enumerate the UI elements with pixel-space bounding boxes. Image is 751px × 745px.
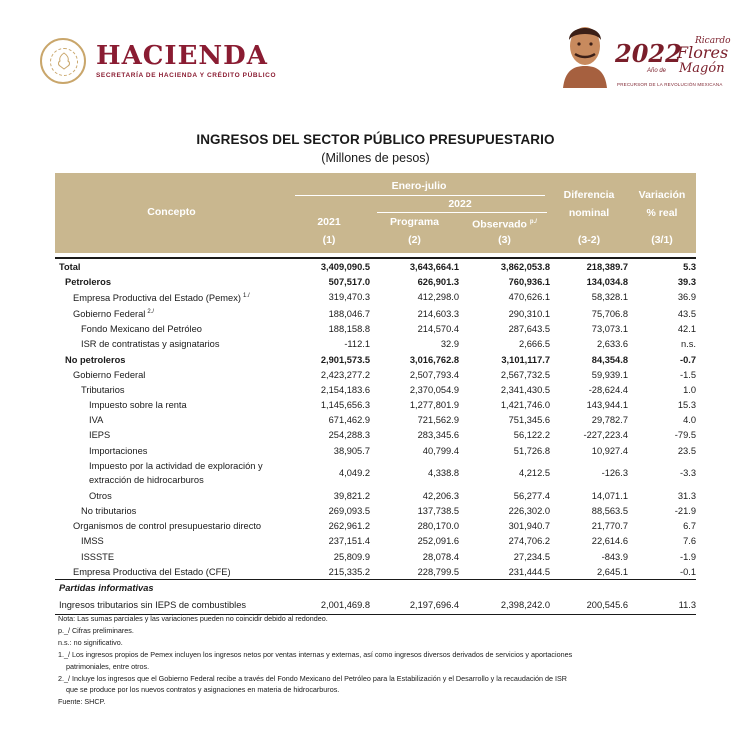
header-variacion: Variación xyxy=(638,189,686,201)
cell-dif: -126.3 xyxy=(601,468,628,479)
cell-obs: 301,940.7 xyxy=(508,521,550,532)
report-subtitle: (Millones de pesos) xyxy=(321,151,430,165)
cell-dif: 22,614.6 xyxy=(591,536,628,547)
cell-v2021: 507,517.0 xyxy=(328,276,370,287)
table-row xyxy=(55,305,696,321)
row-concept: IVA xyxy=(89,415,104,426)
row-concept: Total xyxy=(59,261,81,272)
cell-prog: 3,016,762.8 xyxy=(409,354,459,365)
cell-dif: -227,223.4 xyxy=(583,430,628,441)
table-row xyxy=(55,488,696,503)
cell-dif: -28,624.4 xyxy=(588,384,628,395)
cell-obs: 760,936.1 xyxy=(508,276,550,287)
cell-obs: 3,862,053.8 xyxy=(500,261,550,272)
partidas-title: Partidas informativas xyxy=(59,582,154,593)
table-row xyxy=(55,398,696,413)
cell-v2021: 254,288.3 xyxy=(328,430,370,441)
cell-obs: 1,421,746.0 xyxy=(500,400,550,411)
cell-obs: 2,341,430.5 xyxy=(500,384,550,395)
cell-obs: 231,444.5 xyxy=(508,566,550,577)
cell-var: -0.7 xyxy=(679,354,696,365)
year-text: 2022 xyxy=(615,39,682,68)
cell-dif: 10,927.4 xyxy=(591,445,628,456)
cell-v2021: 39,821.2 xyxy=(333,490,370,501)
row-concept: Importaciones xyxy=(89,445,148,456)
note-2-cont: que se produce por los nuevos contratos y asignaciones en materia de hidrocarburos. xyxy=(66,685,340,695)
cell-dif: -843.9 xyxy=(601,551,628,562)
national-seal-icon xyxy=(40,38,86,84)
header-diferencia: Diferencia xyxy=(563,189,615,201)
table-row xyxy=(55,458,696,488)
table-row xyxy=(55,274,696,289)
row-concept: Empresa Productiva del Estado (CFE) xyxy=(73,566,231,577)
table-row xyxy=(55,443,696,458)
row-concept: ISR de contratistas y asignatarios xyxy=(81,339,220,350)
cell-var: 15.3 xyxy=(677,400,696,411)
table-row xyxy=(55,428,696,443)
ministry-name: HACIENDA xyxy=(96,41,268,71)
cell-var: -1.9 xyxy=(679,551,696,562)
cell-v2021: 269,093.5 xyxy=(328,506,370,517)
cell-var: 1.0 xyxy=(683,384,696,395)
cell-var: 23.5 xyxy=(677,445,696,456)
note-rounding: Nota: Las sumas parciales y las variaciones pueden no coincidir debido al redondeo. xyxy=(58,614,328,623)
cell-prog: 1,277,801.9 xyxy=(409,400,459,411)
table-row xyxy=(55,503,696,518)
cell-prog: 252,091.6 xyxy=(417,536,459,547)
cell-prog: 137,738.5 xyxy=(417,506,459,517)
row-concept: ISSSTE xyxy=(81,551,115,562)
cell-v2021: -112.1 xyxy=(344,339,370,350)
anio-de-text: Año de xyxy=(647,68,667,74)
cell-obs: 2,398,242.0 xyxy=(500,599,550,610)
cell-v2021: 319,470.3 xyxy=(328,292,370,303)
header-real: % real xyxy=(646,207,678,219)
cell-prog: 280,170.0 xyxy=(417,521,459,532)
cell-dif: 218,389.7 xyxy=(586,261,628,272)
cell-prog: 32.9 xyxy=(440,339,459,350)
note-2: 2._/ Incluye los ingresos que el Gobierno Federal recibe a través del Fondo Mexicano del Petróleo para la Estabilización y el Desarrollo y la recaudación de ISR xyxy=(58,673,567,683)
cell-prog: 2,507,793.4 xyxy=(409,369,459,380)
cell-v2021: 25,809.9 xyxy=(333,551,370,562)
cell-obs: 56,122.2 xyxy=(513,430,550,441)
cell-obs: 290,310.1 xyxy=(508,308,550,319)
note-preliminary: p._/ Cifras preliminares. xyxy=(58,625,134,635)
note-1-cont: patrimoniales, entre otros. xyxy=(66,661,150,671)
table-row xyxy=(55,337,696,352)
cell-prog: 228,799.5 xyxy=(417,566,459,577)
row-concept: Tributarios xyxy=(81,384,125,395)
cell-v2021: 188,158.8 xyxy=(328,324,370,335)
cell-obs: 751,345.6 xyxy=(508,415,550,426)
cell-dif: 2,645.1 xyxy=(596,566,628,577)
cell-obs: 287,643.5 xyxy=(508,324,550,335)
cell-prog: 40,799.4 xyxy=(422,445,459,456)
cell-var: 36.9 xyxy=(677,292,696,303)
header-programa-id: (2) xyxy=(408,234,421,246)
table-row xyxy=(55,259,696,274)
cell-prog: 28,078.4 xyxy=(422,551,459,562)
cell-v2021: 2,423,277.2 xyxy=(320,369,370,380)
cell-dif: 143,944.1 xyxy=(586,400,628,411)
cell-var: -3.3 xyxy=(679,468,696,479)
cell-var: 42.1 xyxy=(677,324,696,335)
cell-v2021: 2,001,469.8 xyxy=(320,599,370,610)
cell-var: n.s. xyxy=(681,339,696,350)
table-row xyxy=(55,352,696,367)
table-row xyxy=(55,322,696,337)
table-row xyxy=(55,564,696,579)
cell-var: 6.7 xyxy=(683,521,696,532)
row-concept: Ingresos tributarios sin IEPS de combustibles xyxy=(59,599,247,610)
table-row xyxy=(55,596,696,615)
row-concept: Empresa Productiva del Estado (Pemex) $^{1./}$ xyxy=(73,293,250,304)
row-concept: No tributarios xyxy=(81,506,137,517)
row-concept: No petroleros xyxy=(65,354,126,365)
table-header xyxy=(55,173,696,253)
cell-dif: 75,706.8 xyxy=(591,308,628,319)
header-concepto: Concepto xyxy=(147,206,196,218)
cell-dif: 58,328.1 xyxy=(591,292,628,303)
row-concept: Impuesto por la actividad de exploración y extracción de hidrocarburos xyxy=(89,461,263,486)
cell-var: 39.3 xyxy=(677,276,696,287)
cell-obs: 274,706.2 xyxy=(508,536,550,547)
footnotes xyxy=(58,613,708,708)
table-row xyxy=(55,534,696,549)
cell-v2021: 3,409,090.5 xyxy=(320,261,370,272)
cell-dif: 59,939.1 xyxy=(591,369,628,380)
cell-prog: 4,338.8 xyxy=(427,468,459,479)
cell-dif: 2,633.6 xyxy=(596,339,628,350)
cell-var: 11.3 xyxy=(678,599,696,610)
header-observado-id: (3) xyxy=(498,234,511,246)
row-concept: Otros xyxy=(89,490,112,501)
cell-dif: 134,034.8 xyxy=(586,276,628,287)
cell-v2021: 4,049.2 xyxy=(338,468,370,479)
cell-var: 31.3 xyxy=(677,490,696,501)
first-name-text: Ricardo xyxy=(695,36,731,46)
cell-obs: 2,567,732.5 xyxy=(500,369,550,380)
cell-obs: 2,666.5 xyxy=(518,339,550,350)
surname1-text: Flores xyxy=(677,43,729,62)
cell-prog: 214,570.4 xyxy=(417,324,459,335)
header-period: Enero-julio xyxy=(391,180,447,192)
cell-v2021: 262,961.2 xyxy=(328,521,370,532)
portrait-icon xyxy=(555,16,615,92)
cell-dif: 88,563.5 xyxy=(591,506,628,517)
header-year-2022: 2022 xyxy=(448,198,472,210)
row-concept: IEPS xyxy=(89,430,111,441)
cell-obs: 51,726.8 xyxy=(513,445,550,456)
row-concept: Gobierno Federal xyxy=(73,369,146,380)
cell-dif: 29,782.7 xyxy=(591,415,628,426)
header-2021-id: (1) xyxy=(322,234,336,246)
cell-v2021: 188,046.7 xyxy=(328,308,370,319)
cell-obs: 27,234.5 xyxy=(513,551,550,562)
table-row xyxy=(55,549,696,564)
cell-v2021: 38,905.7 xyxy=(333,445,370,456)
cell-obs: 3,101,117.7 xyxy=(501,354,550,365)
table-row xyxy=(55,289,696,305)
row-concept: Gobierno Federal $^{2./}$ xyxy=(73,309,155,320)
table-row xyxy=(55,413,696,428)
header-variacion-id: (3/1) xyxy=(651,234,673,246)
cell-var: 5.3 xyxy=(683,261,696,272)
note-source: Fuente: SHCP. xyxy=(58,697,106,707)
cell-dif: 73,073.1 xyxy=(591,324,628,335)
row-concept: Petroleros xyxy=(65,276,111,287)
cell-prog: 283,345.6 xyxy=(417,430,459,441)
surname2-text: Magón xyxy=(679,61,725,76)
cell-prog: 3,643,664.1 xyxy=(409,261,459,272)
row-concept: IMSS xyxy=(81,536,104,547)
cell-var: 7.6 xyxy=(683,536,696,547)
tagline-text: PRECURSOR DE LA REVOLUCIÓN MEXICANA xyxy=(617,82,723,87)
cell-var: -21.9 xyxy=(674,506,696,517)
cell-var: -0.1 xyxy=(679,566,696,577)
cell-dif: 84,354.8 xyxy=(591,354,628,365)
year-commemorative-logo xyxy=(555,16,731,96)
table-row xyxy=(55,382,696,397)
row-concept: Impuesto sobre la renta xyxy=(89,400,187,411)
cell-dif: 21,770.7 xyxy=(591,521,628,532)
header-2021: 2021 xyxy=(317,216,341,228)
cell-obs: 470,626.1 xyxy=(508,292,550,303)
cell-prog: 412,298.0 xyxy=(417,292,459,303)
header-nominal: nominal xyxy=(568,207,610,219)
cell-dif: 14,071.1 xyxy=(591,490,628,501)
note-1: 1._/ Los ingresos propios de Pemex incluyen los ingresos netos por ventas internas y externas, así como ingresos diversos derivados de servicios y aportaciones xyxy=(58,649,573,659)
cell-var: 43.5 xyxy=(677,308,696,319)
header-observado: Observado $^{p./}$ xyxy=(472,218,537,231)
cell-var: -79.5 xyxy=(674,430,696,441)
cell-obs: 226,302.0 xyxy=(508,506,550,517)
cell-prog: 42,206.3 xyxy=(422,490,459,501)
report-title: INGRESOS DEL SECTOR PÚBLICO PRESUPUESTARIO xyxy=(196,132,555,147)
cell-v2021: 215,335.2 xyxy=(328,566,370,577)
row-concept: Fondo Mexicano del Petróleo xyxy=(81,324,202,335)
table-body xyxy=(55,257,696,615)
row-concept: Organismos de control presupuestario directo xyxy=(73,521,262,532)
cell-prog: 2,197,696.4 xyxy=(409,599,459,610)
cell-var: -1.5 xyxy=(679,369,696,380)
cell-v2021: 671,462.9 xyxy=(328,415,370,426)
cell-v2021: 1,145,656.3 xyxy=(320,400,370,411)
table-row xyxy=(55,367,696,382)
cell-dif: 200,545.6 xyxy=(586,599,628,610)
table-row xyxy=(55,519,696,534)
header-programa: Programa xyxy=(389,216,440,228)
cell-prog: 721,562.9 xyxy=(417,415,459,426)
hacienda-logo xyxy=(40,38,276,84)
cell-var: 4.0 xyxy=(683,415,696,426)
cell-obs: 4,212.5 xyxy=(518,468,550,479)
cell-v2021: 2,154,183.6 xyxy=(320,384,370,395)
cell-prog: 626,901.3 xyxy=(417,276,459,287)
cell-prog: 214,603.3 xyxy=(417,308,459,319)
note-ns: n.s.: no significativo. xyxy=(58,637,123,647)
ministry-subtitle: SECRETARÍA DE HACIENDA Y CRÉDITO PÚBLICO xyxy=(96,72,277,79)
partidas-title-row xyxy=(55,579,696,595)
header-diferencia-id: (3-2) xyxy=(577,234,601,246)
cell-obs: 56,277.4 xyxy=(513,490,550,501)
cell-v2021: 2,901,573.5 xyxy=(320,354,370,365)
revenue-table xyxy=(55,173,696,615)
cell-prog: 2,370,054.9 xyxy=(409,384,459,395)
cell-v2021: 237,151.4 xyxy=(328,536,370,547)
